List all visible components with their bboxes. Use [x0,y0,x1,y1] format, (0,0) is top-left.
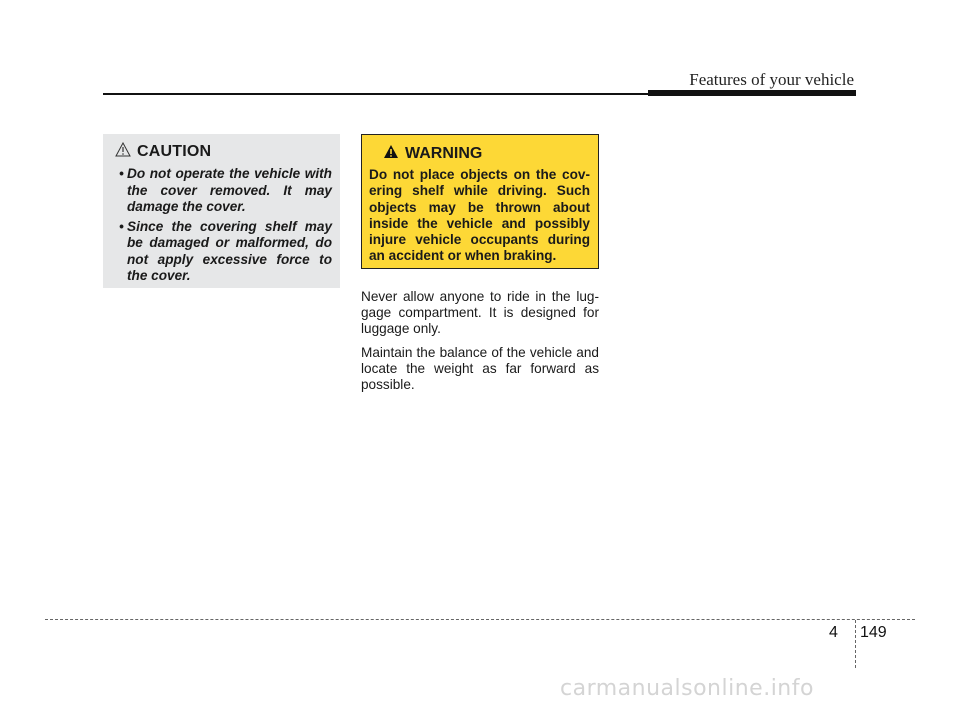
header-title: Features of your vehicle [689,70,854,89]
warning-title: WARNING [405,145,483,162]
caution-item [115,219,332,285]
caution-header [115,142,332,162]
body-paragraph: Never allow anyone to ride in the lug-gage compartment. It is designed for luggage only. [361,289,599,337]
caution-list [115,166,332,285]
caution-item [115,166,332,216]
header-rule [103,93,648,95]
page-number: 149 [860,624,887,641]
caution-triangle-icon [115,142,137,162]
bullet: • [119,166,124,181]
warning-header [383,143,590,165]
watermark: carmanualsonline.info [560,676,814,701]
caution-title: CAUTION [137,143,212,160]
bullet: • [119,218,124,234]
caution-item-text: Since the covering shelf may be damaged or malformed, do not apply excessive force to the cover. [127,218,332,283]
warning-box [361,134,599,269]
footer-vertical-rule [855,620,856,668]
body-text [361,289,599,400]
warning-text: Do not place objects on the cov-ering shelf while driving. Such objects may be thrown about inside the vehicle and possibly injure vehicle occupants during an accident or when braking. [369,167,590,264]
footer-rule [45,619,915,620]
warning-triangle-icon [383,144,405,164]
body-paragraph: Maintain the balance of the vehicle and locate the weight as far forward as possible. [361,344,599,393]
caution-item-text: Do not operate the vehicle with the cover removed. It may damage the cover. [127,166,332,214]
caution-box [103,134,340,288]
page-chapter: 4 [829,624,838,641]
header-rule-thick [648,90,856,96]
